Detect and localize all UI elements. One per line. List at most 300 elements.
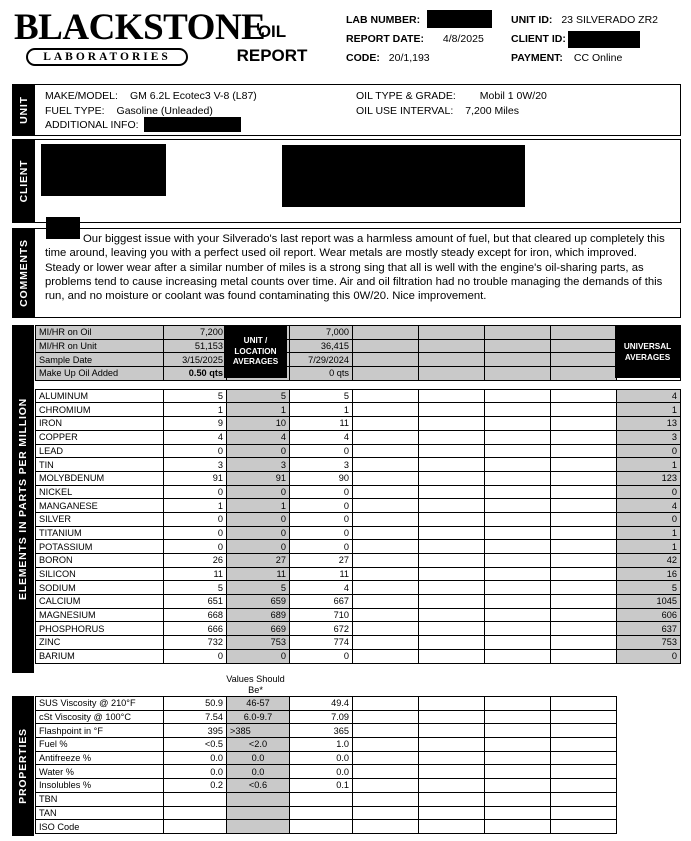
element-universal-average: 5 <box>617 581 681 595</box>
property-previous-value <box>290 792 353 806</box>
elements-table <box>35 325 681 664</box>
property-current-value: <0.5 <box>164 738 227 752</box>
sample-info-row <box>36 367 681 381</box>
element-universal-average: 0 <box>617 512 681 526</box>
property-row <box>36 738 681 752</box>
logo-brand-text: BLACKSTONE <box>14 7 266 48</box>
empty-history-cell <box>419 526 485 540</box>
element-unit-average: 5 <box>227 581 290 595</box>
empty-history-cell <box>419 389 485 403</box>
empty-history-cell <box>419 738 485 752</box>
element-name: BARIUM <box>36 649 164 663</box>
comments-section <box>12 228 681 318</box>
property-previous-value: 0.1 <box>290 779 353 793</box>
elements-sidebar <box>12 325 34 673</box>
element-name: LEAD <box>36 444 164 458</box>
spacer-cell <box>290 380 353 389</box>
empty-history-cell <box>353 353 419 367</box>
client-section-label: CLIENT <box>18 159 30 203</box>
empty-history-cell <box>551 512 617 526</box>
element-universal-average: 1 <box>617 403 681 417</box>
property-name: Fuel % <box>36 738 164 752</box>
property-should-be: <0.6 <box>227 779 290 793</box>
element-unit-average: 11 <box>227 567 290 581</box>
empty-history-cell <box>419 444 485 458</box>
empty-history-cell <box>353 430 419 444</box>
element-unit-average: 1 <box>227 403 290 417</box>
element-universal-average: 16 <box>617 567 681 581</box>
spacer-row <box>36 380 681 389</box>
empty-history-cell <box>353 417 419 431</box>
property-current-value: 7.54 <box>164 710 227 724</box>
property-should-be: <2.0 <box>227 738 290 752</box>
element-previous-value: 4 <box>290 430 353 444</box>
additional-info-redacted <box>144 117 241 132</box>
report-date-row: REPORT DATE: 4/8/2025 <box>346 33 484 45</box>
element-current-value: 5 <box>164 581 227 595</box>
property-current-value: 0.0 <box>164 751 227 765</box>
element-name: CHROMIUM <box>36 403 164 417</box>
element-row <box>36 595 681 609</box>
element-previous-value: 0 <box>290 512 353 526</box>
element-previous-value: 0 <box>290 444 353 458</box>
empty-history-cell <box>551 499 617 513</box>
element-row <box>36 554 681 568</box>
element-universal-average: 123 <box>617 471 681 485</box>
empty-history-cell <box>485 710 551 724</box>
element-universal-average: 13 <box>617 417 681 431</box>
sample-info-previous: 0 qts <box>290 367 353 381</box>
property-should-be <box>227 806 290 820</box>
elements-section-label: ELEMENTS IN PARTS PER MILLION <box>17 397 29 601</box>
lab-number-redacted <box>427 10 492 28</box>
empty-history-cell <box>485 724 551 738</box>
empty-history-cell <box>551 595 617 609</box>
property-row <box>36 724 681 738</box>
property-name: Antifreeze % <box>36 751 164 765</box>
element-current-value: 1 <box>164 499 227 513</box>
sample-info-current: 0.50 qts <box>164 367 227 381</box>
unit-averages-header: UNIT / LOCATION AVERAGES <box>224 326 287 378</box>
empty-history-cell <box>485 485 551 499</box>
element-row <box>36 458 681 472</box>
spacer-cell <box>353 380 419 389</box>
empty-history-cell <box>419 649 485 663</box>
property-current-value <box>164 820 227 834</box>
element-current-value: 0 <box>164 485 227 499</box>
property-row <box>36 779 681 793</box>
element-universal-average: 4 <box>617 389 681 403</box>
empty-history-cell <box>353 765 419 779</box>
element-name: CALCIUM <box>36 595 164 609</box>
empty-history-cell <box>485 806 551 820</box>
element-current-value: 11 <box>164 567 227 581</box>
empty-history-cell <box>485 595 551 609</box>
element-previous-value: 0 <box>290 649 353 663</box>
spacer-cell <box>164 380 227 389</box>
property-name: Flashpoint in °F <box>36 724 164 738</box>
property-name: cSt Viscosity @ 100°C <box>36 710 164 724</box>
spacer-cell <box>551 380 617 389</box>
property-should-be <box>227 820 290 834</box>
element-universal-average: 0 <box>617 444 681 458</box>
element-universal-average: 1045 <box>617 595 681 609</box>
empty-history-cell <box>419 403 485 417</box>
property-previous-value <box>290 806 353 820</box>
empty-history-cell <box>419 499 485 513</box>
client-id-label: CLIENT ID: <box>511 33 566 45</box>
element-current-value: 0 <box>164 540 227 554</box>
element-name: ZINC <box>36 636 164 650</box>
empty-history-cell <box>485 430 551 444</box>
element-row <box>36 444 681 458</box>
empty-history-cell <box>419 353 485 367</box>
comment-body: Our biggest issue with your Silverado's last report was a harmless amount of fuel, but that cleared up completely this time around, leaving you with a perfect used oil report. Wear metals are mostly steady except for iron, which improved. Steady or lower wear after a similar number of miles is a strong sing that all is well with the engine's oil-sharing parts, as problems tend to cause increasing metal counts over time. Air and oil filtration had no trouble managing the demands of this run, and no moisture or coolant was found contaminating this 0W/20. Nice improvement. <box>45 233 665 303</box>
properties-sidebar <box>12 696 34 836</box>
empty-history-cell <box>551 636 617 650</box>
element-name: MOLYBDENUM <box>36 471 164 485</box>
element-universal-average: 1 <box>617 458 681 472</box>
element-row <box>36 512 681 526</box>
sample-info-label: Sample Date <box>36 353 164 367</box>
element-name: IRON <box>36 417 164 431</box>
element-row <box>36 581 681 595</box>
fuel-type-value: Gasoline (Unleaded) <box>116 105 213 117</box>
element-row <box>36 636 681 650</box>
property-should-be: 6.0-9.7 <box>227 710 290 724</box>
values-should-be-header: Values Should Be* <box>226 674 285 695</box>
empty-history-cell <box>419 512 485 526</box>
empty-history-cell <box>353 697 419 711</box>
property-previous-value: 49.4 <box>290 697 353 711</box>
element-name: SODIUM <box>36 581 164 595</box>
empty-history-cell <box>353 367 419 381</box>
empty-history-cell <box>419 820 485 834</box>
element-current-value: 666 <box>164 622 227 636</box>
element-universal-average: 3 <box>617 430 681 444</box>
empty-history-cell <box>485 608 551 622</box>
report-title <box>232 20 312 68</box>
lab-number-label: LAB NUMBER: <box>346 14 421 26</box>
property-should-be <box>227 792 290 806</box>
empty-history-cell <box>419 339 485 353</box>
element-current-value: 668 <box>164 608 227 622</box>
client-section <box>12 139 681 223</box>
element-row <box>36 430 681 444</box>
element-universal-average: 0 <box>617 649 681 663</box>
empty-history-cell <box>353 806 419 820</box>
sample-info-row <box>36 339 681 353</box>
property-should-be: 46-57 <box>227 697 290 711</box>
element-current-value: 0 <box>164 649 227 663</box>
empty-history-cell <box>419 417 485 431</box>
unit-sidebar <box>13 85 35 135</box>
empty-history-cell <box>485 353 551 367</box>
empty-history-cell <box>551 820 617 834</box>
empty-history-cell <box>353 512 419 526</box>
element-previous-value: 672 <box>290 622 353 636</box>
property-previous-value: 7.09 <box>290 710 353 724</box>
empty-history-cell <box>551 581 617 595</box>
element-previous-value: 0 <box>290 540 353 554</box>
element-previous-value: 0 <box>290 526 353 540</box>
element-unit-average: 5 <box>227 389 290 403</box>
sample-info-previous: 7/29/2024 <box>290 353 353 367</box>
element-row <box>36 499 681 513</box>
empty-history-cell <box>485 499 551 513</box>
element-name: SILICON <box>36 567 164 581</box>
additional-info-row: ADDITIONAL INFO: <box>45 119 139 131</box>
element-unit-average: 669 <box>227 622 290 636</box>
element-name: COPPER <box>36 430 164 444</box>
empty-history-cell <box>485 765 551 779</box>
empty-history-cell <box>485 636 551 650</box>
fuel-type-row: FUEL TYPE: Gasoline (Unleaded) <box>45 105 213 117</box>
empty-history-cell <box>353 326 419 340</box>
spacer-cell <box>485 380 551 389</box>
comments-section-label: COMMENTS <box>18 239 30 307</box>
client-name-redacted <box>41 144 166 196</box>
property-should-be: 0.0 <box>227 751 290 765</box>
property-name: TAN <box>36 806 164 820</box>
element-previous-value: 11 <box>290 567 353 581</box>
empty-history-cell <box>353 738 419 752</box>
property-name: ISO Code <box>36 820 164 834</box>
element-current-value: 1 <box>164 403 227 417</box>
element-unit-average: 689 <box>227 608 290 622</box>
empty-history-cell <box>353 339 419 353</box>
element-universal-average: 1 <box>617 526 681 540</box>
empty-history-cell <box>419 581 485 595</box>
unit-section <box>12 84 681 136</box>
empty-history-cell <box>353 710 419 724</box>
sample-info-previous: 36,415 <box>290 339 353 353</box>
property-row <box>36 697 681 711</box>
empty-history-cell <box>419 622 485 636</box>
element-row <box>36 417 681 431</box>
property-current-value: 0.2 <box>164 779 227 793</box>
empty-history-cell <box>353 595 419 609</box>
properties-table <box>35 696 681 834</box>
empty-history-cell <box>353 444 419 458</box>
element-row <box>36 389 681 403</box>
empty-history-cell <box>419 430 485 444</box>
element-universal-average: 753 <box>617 636 681 650</box>
property-previous-value: 0.0 <box>290 765 353 779</box>
element-name: MAGNESIUM <box>36 608 164 622</box>
element-current-value: 3 <box>164 458 227 472</box>
property-extra-cell <box>617 765 681 779</box>
property-current-value: 50.9 <box>164 697 227 711</box>
property-row <box>36 806 681 820</box>
empty-history-cell <box>485 471 551 485</box>
blackstone-logo <box>14 7 266 76</box>
element-name: MANGANESE <box>36 499 164 513</box>
empty-history-cell <box>551 326 617 340</box>
empty-history-cell <box>551 458 617 472</box>
element-current-value: 732 <box>164 636 227 650</box>
element-row <box>36 526 681 540</box>
property-extra-cell <box>617 710 681 724</box>
empty-history-cell <box>485 751 551 765</box>
empty-history-cell <box>353 581 419 595</box>
element-unit-average: 753 <box>227 636 290 650</box>
element-previous-value: 4 <box>290 581 353 595</box>
oil-interval-value: 7,200 Miles <box>465 105 519 117</box>
element-previous-value: 27 <box>290 554 353 568</box>
empty-history-cell <box>551 710 617 724</box>
property-previous-value: 1.0 <box>290 738 353 752</box>
empty-history-cell <box>485 403 551 417</box>
make-model-row: MAKE/MODEL: GM 6.2L Ecotec3 V-8 (L87) <box>45 90 257 102</box>
empty-history-cell <box>353 554 419 568</box>
empty-history-cell <box>551 608 617 622</box>
empty-history-cell <box>551 554 617 568</box>
element-row <box>36 485 681 499</box>
report-date-value: 4/8/2025 <box>442 33 484 45</box>
spacer-cell <box>617 380 681 389</box>
element-previous-value: 5 <box>290 389 353 403</box>
empty-history-cell <box>485 697 551 711</box>
empty-history-cell <box>551 751 617 765</box>
empty-history-cell <box>419 806 485 820</box>
element-name: POTASSIUM <box>36 540 164 554</box>
empty-history-cell <box>353 622 419 636</box>
empty-history-cell <box>551 806 617 820</box>
empty-history-cell <box>419 697 485 711</box>
property-current-value <box>164 792 227 806</box>
property-current-value: 0.0 <box>164 765 227 779</box>
empty-history-cell <box>551 649 617 663</box>
empty-history-cell <box>353 779 419 793</box>
element-name: NICKEL <box>36 485 164 499</box>
empty-history-cell <box>353 608 419 622</box>
empty-history-cell <box>551 485 617 499</box>
empty-history-cell <box>419 567 485 581</box>
element-universal-average: 42 <box>617 554 681 568</box>
property-current-value <box>164 806 227 820</box>
empty-history-cell <box>353 499 419 513</box>
property-previous-value: 0.0 <box>290 751 353 765</box>
property-current-value: 395 <box>164 724 227 738</box>
sample-info-current: 3/15/2025 <box>164 353 227 367</box>
empty-history-cell <box>485 554 551 568</box>
element-current-value: 0 <box>164 512 227 526</box>
element-unit-average: 91 <box>227 471 290 485</box>
property-extra-cell <box>617 792 681 806</box>
code-value: 20/1,193 <box>388 52 430 64</box>
client-id-redacted <box>568 31 640 48</box>
element-unit-average: 0 <box>227 526 290 540</box>
property-previous-value <box>290 820 353 834</box>
empty-history-cell <box>353 567 419 581</box>
element-current-value: 9 <box>164 417 227 431</box>
element-name: TIN <box>36 458 164 472</box>
element-previous-value: 774 <box>290 636 353 650</box>
sample-info-label: Make Up Oil Added <box>36 367 164 381</box>
element-name: PHOSPHORUS <box>36 622 164 636</box>
empty-history-cell <box>419 458 485 472</box>
element-universal-average: 606 <box>617 608 681 622</box>
element-current-value: 4 <box>164 430 227 444</box>
property-extra-cell <box>617 751 681 765</box>
element-unit-average: 27 <box>227 554 290 568</box>
empty-history-cell <box>419 471 485 485</box>
empty-history-cell <box>551 444 617 458</box>
sample-info-label: MI/HR on Unit <box>36 339 164 353</box>
empty-history-cell <box>551 430 617 444</box>
empty-history-cell <box>353 792 419 806</box>
unit-section-label: UNIT <box>18 96 30 124</box>
empty-history-cell <box>353 724 419 738</box>
empty-history-cell <box>353 649 419 663</box>
oil-type-value: Mobil 1 0W/20 <box>479 90 547 102</box>
empty-history-cell <box>419 608 485 622</box>
empty-history-cell <box>353 820 419 834</box>
element-unit-average: 4 <box>227 430 290 444</box>
empty-history-cell <box>353 540 419 554</box>
property-name: SUS Viscosity @ 210°F <box>36 697 164 711</box>
sample-info-row <box>36 353 681 367</box>
sample-info-row <box>36 326 681 340</box>
payment-row: PAYMENT: CC Online <box>511 52 623 64</box>
empty-history-cell <box>551 540 617 554</box>
empty-history-cell <box>551 697 617 711</box>
element-previous-value: 1 <box>290 403 353 417</box>
comment-text <box>45 232 672 303</box>
logo-subtitle: LABORATORIES <box>26 48 188 66</box>
comments-sidebar <box>13 229 35 317</box>
oil-interval-row: OIL USE INTERVAL: 7,200 Miles <box>356 105 519 117</box>
property-row <box>36 792 681 806</box>
element-name: BORON <box>36 554 164 568</box>
empty-history-cell <box>551 622 617 636</box>
sample-info-current: 51,153 <box>164 339 227 353</box>
sample-info-current: 7,200 <box>164 326 227 340</box>
code-row: CODE: 20/1,193 <box>346 52 430 64</box>
element-unit-average: 3 <box>227 458 290 472</box>
property-extra-cell <box>617 724 681 738</box>
element-current-value: 26 <box>164 554 227 568</box>
empty-history-cell <box>551 567 617 581</box>
empty-history-cell <box>419 792 485 806</box>
element-name: SILVER <box>36 512 164 526</box>
empty-history-cell <box>485 339 551 353</box>
element-previous-value: 3 <box>290 458 353 472</box>
element-previous-value: 11 <box>290 417 353 431</box>
element-name: ALUMINUM <box>36 389 164 403</box>
empty-history-cell <box>353 485 419 499</box>
element-current-value: 5 <box>164 389 227 403</box>
property-row <box>36 710 681 724</box>
empty-history-cell <box>485 526 551 540</box>
element-current-value: 0 <box>164 444 227 458</box>
empty-history-cell <box>485 649 551 663</box>
empty-history-cell <box>485 581 551 595</box>
empty-history-cell <box>419 554 485 568</box>
property-extra-cell <box>617 820 681 834</box>
element-row <box>36 567 681 581</box>
empty-history-cell <box>419 710 485 724</box>
empty-history-cell <box>353 526 419 540</box>
properties-section-label: PROPERTIES <box>17 728 29 804</box>
empty-history-cell <box>485 820 551 834</box>
empty-history-cell <box>485 567 551 581</box>
oil-type-row: OIL TYPE & GRADE: Mobil 1 0W/20 <box>356 90 547 102</box>
property-extra-cell <box>617 697 681 711</box>
element-previous-value: 710 <box>290 608 353 622</box>
spacer-cell <box>419 380 485 389</box>
